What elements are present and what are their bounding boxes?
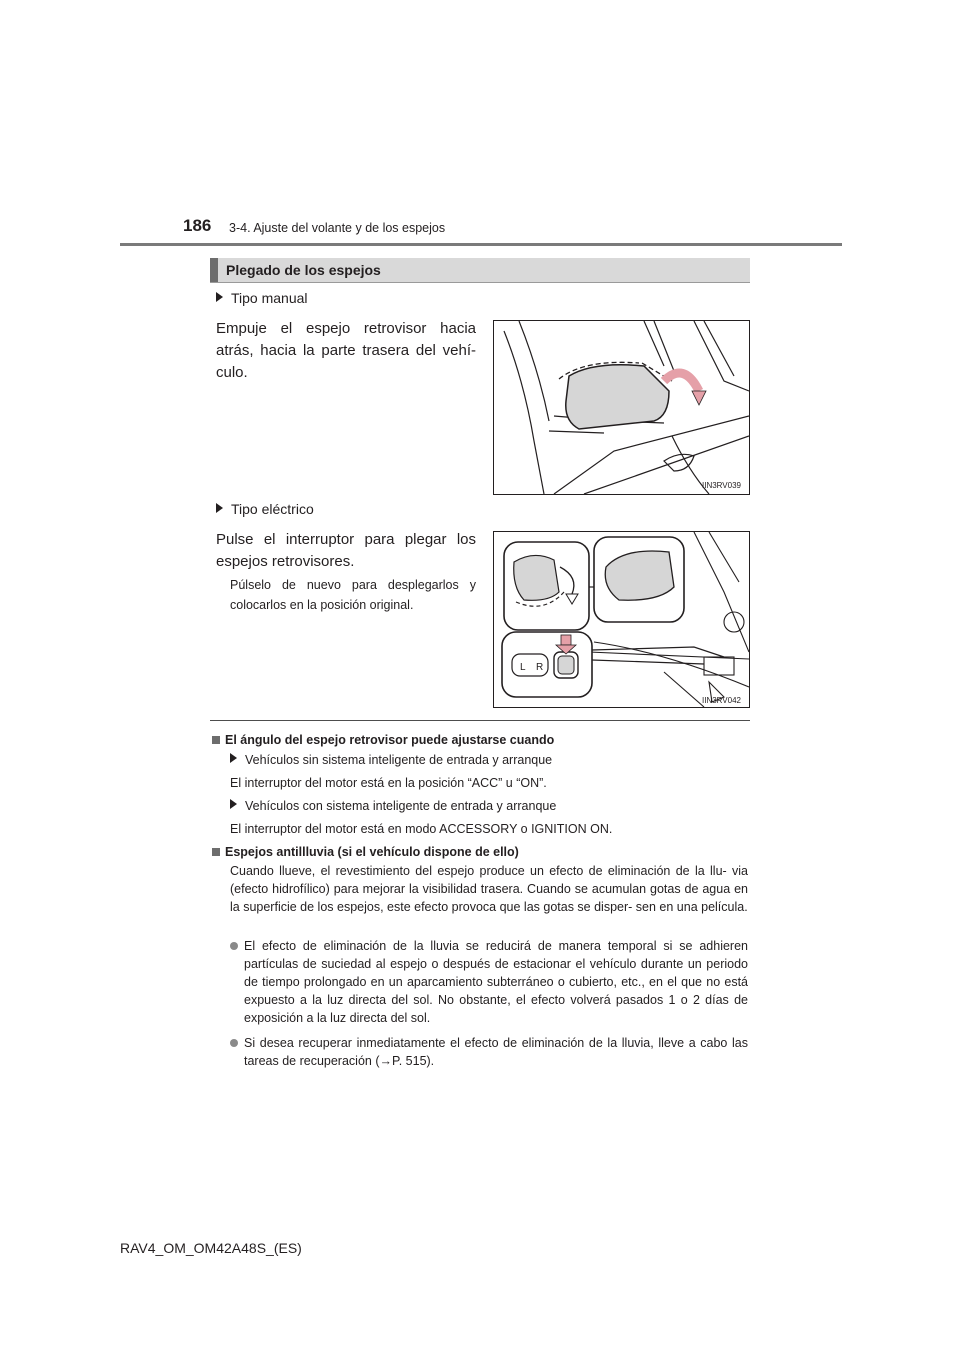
rain-desc: Cuando llueve, el revestimiento del espejo produce un efecto de eliminación de la llu- via (efecto hidrofílico) para mejorar la visibilidad trasera. Cuando se acumulan gotas de agua en la superficie de los espejos, este efecto provoca que las gotas se disper- sen en una película.	[230, 864, 748, 914]
arrow-icon	[216, 292, 223, 302]
electric-instruction: Pulse el interruptor para plegar los espejos retrovisores.	[216, 531, 476, 570]
angle-heading	[212, 731, 554, 749]
footer-code: RAV4_OM_OM42A48S_(ES)	[120, 1240, 302, 1256]
chapter-title: 3-4. Ajuste del volante y de los espejos	[229, 221, 446, 235]
arrow-icon	[216, 503, 223, 513]
electric-mirror-illustration	[494, 532, 749, 707]
section-title: Plegado de los espejos	[226, 262, 381, 278]
rain-heading-text: Espejos antillluvia (si el vehículo dispone de ello)	[225, 845, 519, 859]
figure-code-manual: IIN3RV039	[702, 481, 741, 490]
circle-bullet-icon	[230, 1039, 238, 1047]
circle-bullet-icon	[230, 942, 238, 950]
rain-bullet-2-text: Si desea recuperar inmediatamente el efecto de eliminación de la lluvia, lleve a cabo las tareas de recuperación (→P. 515).	[244, 1036, 748, 1068]
rain-bullet-1-text: El efecto de eliminación de la lluvia se reducirá de manera temporal si se adhieren partículas de suciedad al espejo o después de estacionar el vehículo durante un periodo de tiempo prolongado en un aparcamiento subterráneo o cubierto, etc., en el que no está expuesto a la luz directa del sol. No obstante, el efecto volverá pasados 1 o 2 días de exposición a la luz directa del sol.	[244, 939, 748, 1025]
with-smart-label	[230, 797, 556, 815]
electric-type-text: Tipo eléctrico	[231, 501, 314, 517]
arrow-icon	[230, 799, 237, 809]
without-smart-text: Vehículos sin sistema inteligente de entrada y arranque	[245, 753, 553, 767]
arrow-icon	[230, 753, 237, 763]
switch-left-label: L	[520, 662, 526, 673]
electric-mirror-figure	[493, 531, 750, 708]
square-bullet-icon	[212, 848, 220, 856]
section-tab	[210, 258, 218, 282]
manual-type-text: Tipo manual	[231, 290, 308, 306]
manual-mirror-illustration	[494, 321, 749, 494]
manual-mirror-figure	[493, 320, 750, 495]
square-bullet-icon	[212, 736, 220, 744]
rain-heading	[212, 843, 519, 861]
page-number: 186	[183, 216, 212, 235]
header-rule	[120, 243, 842, 246]
without-smart-label	[230, 751, 552, 769]
section-divider	[210, 720, 750, 721]
angle-heading-text: El ángulo del espejo retrovisor puede ajustarse cuando	[225, 733, 555, 747]
figure-code-electric: IIN3RV042	[702, 696, 741, 705]
electric-note: Púlselo de nuevo para desplegarlos y colocarlos en la posición original.	[230, 578, 476, 612]
section-heading-bar	[210, 258, 750, 283]
with-smart-text: Vehículos con sistema inteligente de entrada y arranque	[245, 799, 557, 813]
with-smart-desc: El interruptor del motor está en modo ACCESSORY o IGNITION ON.	[230, 822, 613, 836]
manual-type-label	[216, 290, 308, 306]
without-smart-desc: El interruptor del motor está en la posición “ACC” u “ON”.	[230, 776, 547, 790]
rain-bullet-1	[230, 937, 748, 1027]
electric-type-label	[216, 501, 314, 517]
switch-right-label: R	[536, 662, 544, 673]
manual-instruction: Empuje el espejo retrovisor hacia atrás, hacia la parte trasera del vehículo.	[216, 320, 476, 381]
rain-bullet-2	[230, 1034, 748, 1070]
